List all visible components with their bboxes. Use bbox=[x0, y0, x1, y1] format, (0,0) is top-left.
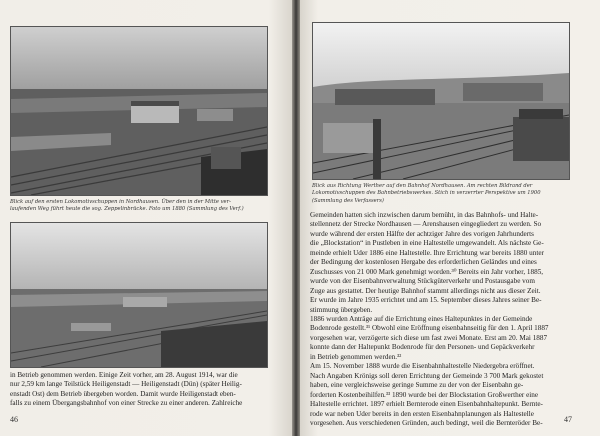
right-photo-caption: Blick aus Richtung Werther auf den Bahnhof Nordhausen. Am rechten Bildrand der Lokomotivschuppen des Bahnbetriebswerkes. Stich in verzerrter Perspektive um 1900 (Sammlung des Verfassers) bbox=[312, 183, 541, 204]
left-page bbox=[0, 0, 292, 436]
book-gutter bbox=[292, 0, 300, 436]
left-body-text: in Betrieb genommen werden. Einige Zeit vorher, am 28. August 1914, war die nur 2,59 km lange Teilstück Heiligenstadt — Heiligenstadt (Dün) (später Heilig- enstadt Ost) dem Betrieb übergeben worden. Damit wurde Heiligenstadt eben- falls zu einem Übergangsbahnhof von einer Strecke zu einer anderen. Zahlreiche bbox=[10, 371, 243, 408]
photo-railway-yard bbox=[10, 222, 268, 368]
page-number-right: 47 bbox=[564, 415, 572, 424]
photo-locomotive-shed bbox=[10, 26, 268, 196]
top-photo-caption: Blick auf den ersten Lokomotivschuppen in Nordhausen. Über den in der Mitte ver- laufenden Weg führt heute die sog. Zeppelinbrücke. Foto um 1880 (Sammlung des Verf.) bbox=[10, 199, 244, 213]
page-number-left: 46 bbox=[10, 415, 18, 424]
right-body-text: Gemeinden hatten sich inzwischen darum bemüht, in das Bahnhofs- und Halte- stellennetz der Strecke Nordhausen — Arenshausen eingegliedert zu werden. So wurde während der ersten Hälfte der achtziger Jahre des vorigen Jahrhunderts die „Blockstation“ in Pustleben in eine Haltestelle umgewandelt. Als nächste Ge- meinde erhielt Uder 1886 eine Haltestelle. Ihre Errichtung war bereits 1880 unter der Bedingung der kostenlosen Hergabe des erforderlichen Geländes und eines Zuschusses von 21 000 Mark genehmigt worden.³⁰ Bereits ein Jahr vorher, 1885, wurde von der Eisenbahnverwaltung Stückgüterverkehr und Postausgabe vom Zuge aus gestattet. Der heutige Bahnhof stammt allerdings nicht aus dieser Zeit. Er wurde im Jahre 1935 errichtet und am 15. September dieses Jahres seiner Be- stimmung übergeben. 1886 wurden Anträge auf die Errichtung eines Haltepunktes in der Gemeinde Bodenrode gestellt.³¹ Obwohl eine Eröffnung eisenbahnseitig für den 1. April 1887 vorgesehen war, verzögerte sich diese um fast zwei Monate. Erst am 20. Mai 1887 konnte dann der Haltepunkt Bodenrode für den Personen- und Gepäckverkehr in Betrieb genommen werden.³² Am 15. November 1888 wurde die Eisenbahnhaltestelle Niedergebra eröffnet. Nach Angaben Krönigs soll deren Errichtung der Gemeinde 3 700 Mark gekostet haben, eine vergleichsweise geringe Summe zu der von der Eisenbahn ge- forderten Kostenbeihilfen.³³ 1890 wurde bei der Blockstation Großwerther eine Haltestelle errichtet. 1897 erhielt Bernterode einen Eisenbahnhaltepunkt. Bernte- rode war neben Uder bereits in den ersten Eisenbahnplanungen als Haltestelle vorgesehen. Aus verschiedenen Gründen, auch bedingt, weil die Bernteröder Be- bbox=[310, 211, 549, 427]
right-page bbox=[300, 0, 600, 436]
photo-station-engraving bbox=[312, 22, 570, 180]
